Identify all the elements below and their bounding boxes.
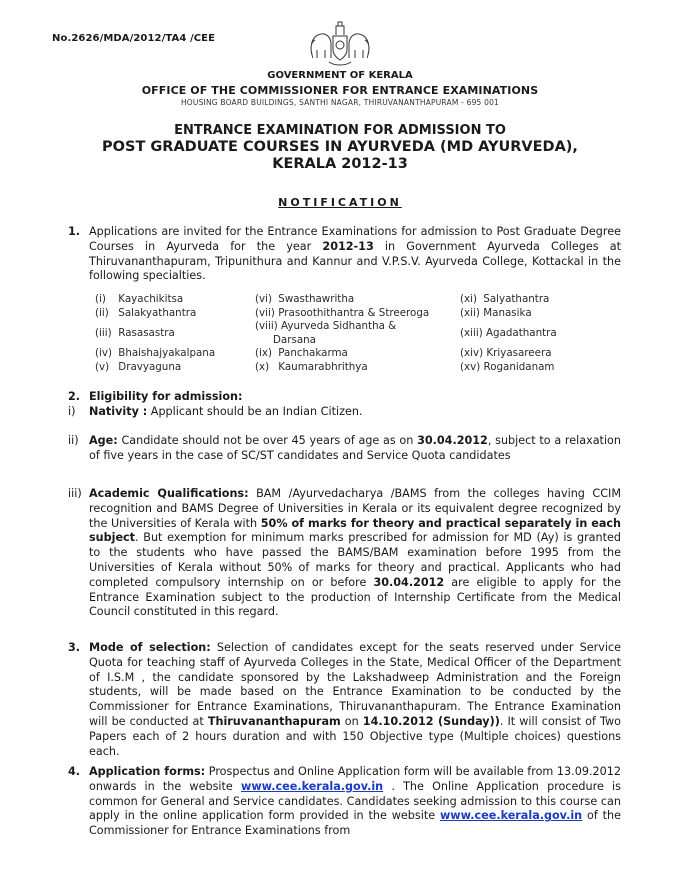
section-2-heading	[68, 390, 621, 405]
office-heading: OFFICE OF THE COMMISSIONER FOR ENTRANCE EXAMINATIONS	[141, 84, 539, 97]
section-4-application-forms: 4. Application forms: Prospectus and Online Application form will be available from 13.09.2012 onwards in the website www.cee.kerala.gov.in . The Online Application procedure is common for General and Service candidates. Candidates seeking admission to this course can apply in the online application form provided in the website www.cee.kerala.gov.in of the Commissioner for Entrance Examinations from	[68, 765, 622, 838]
section-1-text-cont: in Government Ayurveda Colleges at Thiruvananthapuram, Tripunithura and Kannur and V.P.S.V. Ayurveda College, Kottackal in the following specialties.	[89, 239, 621, 283]
specialty-item: (xi) Salyathantra	[460, 293, 550, 305]
section-1	[68, 225, 621, 284]
kerala-state-emblem-icon	[305, 18, 375, 68]
section-3-mode-of-selection: 3. Mode of selection: Selection of candidates except for the seats reserved under Service Quota for teaching staff of Ayurveda Colleges in the State, Medical Officer of the Department of I.S.M , the candidate sponsored by the Lakshadweep Administration and the Foreign students, will be made based on the Entrance Examination to be conducted by the Commissioner for Entrance Examinations, Thiruvananthapuram. The Entrance Examination will be conducted at Thiruvananthapuram on 14.10.2012 (Sunday)). It will consist of Two Papers each of 2 hours duration and with 150 Objective type (Multiple choices) questions each.	[68, 641, 622, 758]
section-number: 2.	[68, 390, 81, 403]
specialty-item: (ix) Panchakarma	[255, 347, 348, 360]
title-line-2: POST GRADUATE COURSES IN AYURVEDA (MD AYURVEDA),	[102, 139, 578, 155]
section-number: 1.	[68, 225, 81, 238]
office-address: HOUSING BOARD BUILDINGS, SANTHI NAGAR, THIRUVANANTHAPURAM - 695 001	[180, 98, 500, 107]
specialty-item: (iv) Bhaishajyakalpana	[95, 347, 216, 360]
section-1-text: Applications are invited for the Entrance Examinations for admission to Post Graduate Degree Courses in Ayurveda for the year	[89, 225, 621, 253]
age-clause: ii) Age: Candidate should not be over 45 years of age as on 30.04.2012, subject to a relaxation of five years in the case of SC/ST candidates and Service Quota candidates	[68, 434, 621, 462]
cee-website-link[interactable]: www.cee.kerala.gov.in	[240, 779, 384, 793]
specialty-item: (xv) Roganidanam	[460, 360, 555, 373]
specialty-item: (x) Kaumarabhrithya	[255, 360, 368, 373]
academic-qualifications-clause: iii) Academic Qualifications: BAM /Ayurvedacharya /BAMS from the colleges having CCIM recognition and BAMS Degree of Universities in Kerala or its equivalent degree recognized by the Universities of Kerala with 50% of marks for theory and practical separately in each subject. But exemption for minimum marks prescribed for admission for MD (Ay) is granted to the students who have passed the BAMS/BAM examination before 1995 from the Universities of Kerala without 50% of marks for theory and practical. Applicants who had completed compulsory internship on or before 30.04.2012 are eligible to apply for the Entrance Examination subject to the production of Internship Certificate from the Medical Council constituted in this regard.	[68, 487, 621, 619]
specialty-item: (i) Kayachikitsa	[95, 293, 184, 305]
academic-year: 2012-13	[322, 239, 374, 253]
specialty-item: (viii) Ayurveda Sidhantha & Darsana	[255, 320, 397, 346]
title-line-3: KERALA 2012-13	[272, 156, 408, 172]
specialties-table	[95, 293, 615, 375]
specialty-item: (vii) Prasoothithantra & Streeroga	[255, 306, 430, 319]
section-number: 4.	[68, 765, 81, 778]
specialty-item: (xii) Manasika	[460, 306, 532, 319]
nativity-clause: i) Nativity : Applicant should be an Indian Citizen.	[68, 405, 363, 418]
specialty-item: (ii) Salakyathantra	[95, 306, 197, 319]
reference-number: No.2626/MDA/2012/TA4 /CEE	[52, 33, 216, 44]
specialty-item: (v) Dravyaguna	[95, 360, 182, 373]
document-title	[0, 122, 680, 173]
section-number: 3.	[68, 641, 81, 654]
specialty-item: (xiv) Kriyasareera	[460, 347, 552, 360]
specialty-item: (iii) Rasasastra	[95, 326, 175, 339]
specialty-item: (xiii) Agadathantra	[460, 326, 557, 339]
notification-heading: NOTIFICATION	[278, 196, 402, 209]
title-line-1: ENTRANCE EXAMINATION FOR ADMISSION TO	[174, 123, 506, 138]
government-heading: GOVERNMENT OF KERALA	[267, 70, 413, 81]
cee-website-link-2[interactable]: www.cee.kerala.gov.in	[439, 809, 583, 823]
specialty-item: (vi) Swasthawritha	[255, 293, 355, 305]
eligibility-heading: Eligibility for admission:	[89, 390, 243, 403]
